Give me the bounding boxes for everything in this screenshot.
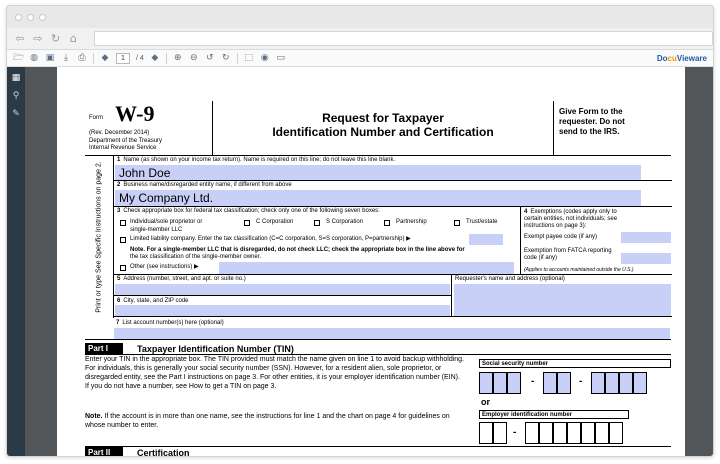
previous-page-icon[interactable]: ◆ [101,52,109,63]
other-label: Other (see instructions) ▶ [130,264,199,270]
city-state-zip-field[interactable] [115,305,450,316]
page-total: / 4 [136,54,144,62]
give-form-note [553,101,671,156]
trust-estate-label: Trust/estate [466,219,498,225]
ein-digit[interactable] [525,422,539,444]
line-5-number: 5 [117,276,121,282]
department: Department of the Treasury [89,138,163,144]
individual-label-2: single-member LLC [130,227,183,233]
brand-suffix: Vieware [676,53,707,63]
partnership-label: Partnership [396,219,427,225]
trust-estate-checkbox[interactable] [454,220,460,226]
line-1-label [117,157,395,163]
exempt-payee-field[interactable] [621,232,671,243]
thumbnails-icon[interactable]: ▦ [11,73,21,83]
form-number: W-9 [115,101,155,126]
other-checkbox[interactable] [120,265,126,271]
ssn-digit[interactable] [557,372,571,394]
fatca-code-field[interactable] [621,253,671,264]
give-form-line: requester. Do not [559,117,625,126]
title-line-2: Identification Number and Certification [272,125,494,139]
line-1-name [114,156,672,181]
rotate-left-icon[interactable]: ↺ [206,52,214,63]
toolbar-divider [237,53,238,64]
name-field[interactable] [115,165,641,180]
ssn-dash: - [579,376,583,387]
save-icon[interactable]: ▣ [45,52,55,63]
title-bar [7,6,713,28]
form-word: Form [89,115,103,121]
line-1-number: 1 [117,157,121,163]
or-separator: or [481,397,490,407]
line-7-label [116,320,224,326]
ssn-digit[interactable] [493,372,507,394]
ein-label: Employer identification number [479,410,629,419]
document-page [57,67,685,457]
window-close-control[interactable] [15,14,22,21]
lines-5-6-address [114,275,672,317]
ein-digit[interactable] [553,422,567,444]
ssn-digit[interactable] [543,372,557,394]
next-page-icon[interactable]: ◆ [151,52,159,63]
home-icon[interactable]: ⌂ [69,32,77,45]
navigation-bar [7,28,713,50]
open-file-icon[interactable]: 🗁 [13,52,25,63]
zoom-out-icon[interactable]: ⊖ [190,52,198,63]
ein-dash: - [513,427,517,438]
line-4-number: 4 [524,209,528,215]
part-2-badge: Part II [85,447,123,457]
s-corporation-checkbox[interactable] [314,220,320,226]
line-3-classification [114,207,672,275]
toolbar-divider [166,53,167,64]
form-lines [113,156,671,318]
fatca-label-2: code (if any) [524,255,558,261]
ssn-digit[interactable] [591,372,605,394]
select-tool-icon[interactable]: ⬚ [244,52,254,63]
ssn-dash: - [531,376,535,387]
line-5-text: Address (number, street, and apt. or suite no.) [123,276,246,282]
fatca-label-1: Exemption from FATCA reporting [524,248,612,254]
exemptions-label-3: instructions on page 3): [524,223,587,229]
ein-digit[interactable] [567,422,581,444]
ein-digit[interactable] [539,422,553,444]
form-id-block [85,101,213,156]
other-classification-field[interactable] [219,262,514,274]
name-field-value: John Doe [119,166,171,180]
give-form-line: send to the IRS. [559,127,620,136]
requester-box [451,275,672,317]
ein-digit[interactable] [493,422,507,444]
line-2-text: Business name/disregarded entity name, if different from above [123,182,292,188]
zoom-in-icon[interactable]: ⊕ [174,52,182,63]
requester-label: Requester's name and address (optional) [455,276,565,282]
line-7-number: 7 [116,320,120,326]
fatca-note: (Applies to accounts maintained outside the U.S.) [524,267,634,273]
globe-icon[interactable]: ◍ [30,52,38,63]
line-1-text: Name (as shown on your income tax return). Name is required on this line; do not leave this line blank. [123,157,396,163]
download-icon[interactable]: ⤓ [64,52,68,63]
side-instructions-text: Print or type See Specific Instructions on page 2. [95,161,103,313]
revision-date: (Rev. December 2014) [89,130,150,136]
window-minimize-control[interactable] [27,14,34,21]
business-name-field[interactable] [115,190,641,206]
line-6-label [117,298,189,304]
line-5-label [117,276,246,282]
individual-checkbox[interactable] [120,220,126,226]
back-arrow-icon[interactable]: ⇦ [15,32,25,45]
exempt-payee-label: Exempt payee code (if any) [524,234,598,240]
address-field[interactable] [115,284,450,295]
view-icon[interactable]: ◉ [260,52,269,63]
document-viewer[interactable] [25,67,714,457]
ein-digit[interactable] [595,422,609,444]
title-line-1: Request for Taxpayer [322,111,444,125]
fullscreen-icon[interactable]: ▭ [276,52,286,63]
ssn-label: Social security number [479,359,671,368]
ssn-digit[interactable] [605,372,619,394]
part-1-badge: Part I [85,343,123,355]
partnership-checkbox[interactable] [384,220,390,226]
ssn-digit[interactable] [633,372,647,394]
line-6-text: City, state, and ZIP code [123,298,189,304]
viewer-sidebar [7,67,25,457]
tin-note-label: Note. [85,413,103,420]
llc-label: Limited liability company. Enter the tax classification (C=C corporation, S=S corporation, P=partnership) ▶ [130,236,411,242]
part-2-header [85,446,671,457]
rotate-right-icon[interactable]: ↻ [222,52,230,63]
line-6-number: 6 [117,298,121,304]
ein-digit[interactable] [609,422,623,444]
ein-digit[interactable] [581,422,595,444]
irs-label: Internal Revenue Service [89,145,157,151]
part-2-title: Certification [137,448,190,457]
tin-note [85,412,465,430]
requester-field[interactable] [454,284,671,316]
s-corporation-label: S Corporation [326,219,364,225]
docuvieware-logo [657,54,707,63]
individual-label-1: Individual/sole proprietor or [130,219,203,225]
form-title [213,101,553,156]
llc-checkbox[interactable] [120,237,126,243]
ssn-digit[interactable] [479,372,493,394]
side-instructions [85,156,113,318]
exemptions-label-1 [524,209,617,216]
exemptions-text-1: Exemptions (codes apply only to [530,209,617,215]
llc-note-line-2: the tax classification of the single-member owner. [130,254,262,260]
ssn-digit[interactable] [507,372,521,394]
print-icon[interactable]: ⎙ [78,52,86,63]
line-3-label [117,208,380,214]
business-name-value: My Company Ltd. [119,191,214,205]
line-3-number: 3 [117,208,121,214]
browser-window [6,5,714,457]
search-icon[interactable]: ⚲ [12,91,20,101]
exemptions-label-2: certain entities, not individuals; see [524,216,618,222]
toolbar-divider [93,53,94,64]
address-divider [114,295,451,296]
part-1-header [85,343,671,355]
c-corporation-checkbox[interactable] [244,220,250,226]
line-2-business [114,181,672,207]
line-3-text: Check appropriate box for federal tax classification; check only one of the following seven boxes: [123,208,380,214]
ein-digit[interactable] [479,422,493,444]
tin-instructions: Enter your TIN in the appropriate box. The TIN provided must match the name given on line 1 to avoid backup withholding. For individuals, this is generally your social security number (SSN). However, for a resident alien, sole proprietor, or disregarded entity, see the Part I instructions on page 3. For other entities, it is your employer identification number (EIN). If you do not have a number, see How to get a TIN on page 3. [85,356,464,390]
brand-prefix: Do [656,53,668,63]
form-header [85,101,671,156]
brand-accent: cu [667,53,677,63]
line-2-label [117,182,292,188]
viewer-toolbar [7,50,713,67]
llc-note-line-1: Note. For a single-member LLC that is disregarded, do not check LLC; check the appropriate box in the line above for [130,247,465,253]
line-2-number: 2 [117,182,121,188]
line-7-account [85,318,671,340]
reload-icon[interactable]: ↻ [50,32,61,45]
page-number-input[interactable]: 1 [116,53,130,64]
tin-note-text: If the account is in more than one name, see the instructions for line 1 and the chart on page 4 for guidelines on whose number to enter. [85,413,450,429]
part-1-title: Taxpayer Identification Number (TIN) [137,344,294,354]
exemptions-column [520,207,672,275]
forward-arrow-icon[interactable]: ⇨ [33,32,43,45]
give-form-line: Give Form to the [559,107,623,116]
ssn-digit[interactable] [619,372,633,394]
llc-classification-field[interactable] [469,234,503,245]
annotate-icon[interactable]: ✎ [12,109,20,119]
c-corporation-label: C Corporation [256,219,294,225]
address-bar[interactable] [94,31,713,46]
window-maximize-control[interactable] [39,14,46,21]
account-number-field[interactable] [114,328,670,339]
line-7-text: List account number(s) here (optional) [122,320,224,326]
